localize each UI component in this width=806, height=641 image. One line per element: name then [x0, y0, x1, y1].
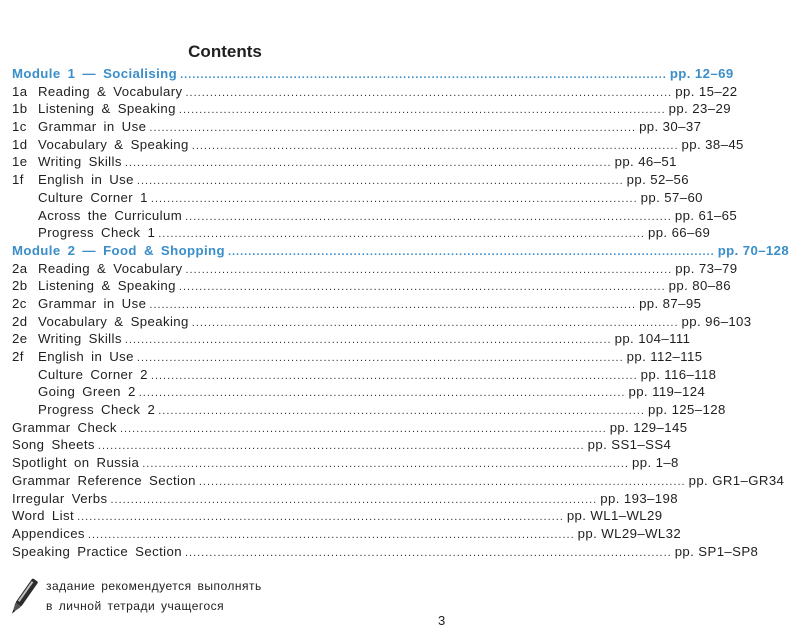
- toc-entry: [12, 136, 744, 155]
- entry-pages: pp. 116–118: [640, 366, 717, 382]
- dot-leader: ........................................................................................................................: [124, 334, 612, 347]
- entry-number: 1c: [12, 119, 27, 135]
- entry-label: Word List: [12, 508, 75, 524]
- pen-icon: [10, 574, 36, 625]
- entry-number: 2e: [12, 331, 28, 347]
- entry-label: Culture Corner 2: [38, 366, 148, 382]
- toc-entry: [12, 189, 703, 208]
- entry-label: English in Use: [38, 349, 134, 364]
- toc-entry: [12, 101, 731, 119]
- entry-pages: pp. WL1–WL29: [566, 508, 663, 524]
- toc-entry: [12, 207, 738, 226]
- dot-leader: ........................................................................................................................: [124, 157, 612, 170]
- dot-leader: ........................................................................................................................: [77, 511, 564, 524]
- entry-number: 2f: [12, 349, 24, 364]
- dot-leader: ........................................................................................................................: [158, 228, 645, 241]
- toc-entry: [12, 278, 731, 296]
- entry-number: 1d: [12, 136, 28, 152]
- toc-entry: [12, 490, 678, 509]
- entry-label: Spotlight on Russia: [12, 455, 140, 471]
- entry-pages: pp. 80–86: [668, 278, 731, 294]
- module-heading: [12, 66, 734, 84]
- entry-label: Going Green 2: [38, 384, 136, 400]
- entry-label: Culture Corner 1: [38, 189, 148, 205]
- footnote-line-1: задание рекомендуется выполнять: [46, 579, 262, 593]
- entry-label: Grammar Check: [12, 419, 117, 435]
- dot-leader: ........................................................................................................................: [138, 387, 626, 400]
- entry-label: Reading & Vocabulary: [38, 83, 183, 99]
- entry-pages: pp. 66–69: [647, 225, 711, 241]
- entry-pages: pp. 46–51: [614, 154, 677, 170]
- toc-entry: [12, 508, 663, 526]
- dot-leader: ........................................................................................................................: [149, 298, 637, 311]
- toc-entry: [12, 119, 702, 137]
- entry-number: 1a: [12, 83, 28, 99]
- toc-entry: [12, 225, 711, 243]
- entry-pages: pp. 1–8: [631, 455, 679, 471]
- dot-leader: ........................................................................................................................: [178, 281, 666, 294]
- entry-pages: pp. 104–111: [614, 331, 691, 347]
- footnote-line-2: в личной тетради учащегося: [46, 599, 225, 613]
- toc-entry: [12, 402, 726, 420]
- dot-leader: ........................................................................................................................: [136, 352, 624, 364]
- entry-pages: pp. 30–37: [639, 119, 702, 135]
- entry-pages: pp. 87–95: [639, 295, 702, 311]
- dot-leader: ........................................................................................................................: [149, 122, 637, 135]
- dot-leader: ........................................................................................................................: [119, 422, 607, 435]
- entry-pages: pp. 57–60: [640, 189, 703, 205]
- toc-entry: [12, 366, 717, 385]
- entry-label: Progress Check 2: [38, 402, 156, 418]
- dot-leader: ........................................................................................................................: [150, 369, 638, 382]
- table-of-contents: [12, 66, 790, 561]
- dot-leader: ........................................................................................................................: [184, 546, 672, 559]
- toc-entry: [12, 154, 677, 172]
- entry-label: Speaking Practice Section: [12, 543, 182, 559]
- entry-pages: pp. SS1–SS4: [587, 437, 672, 453]
- entry-pages: pp. 73–79: [675, 260, 738, 276]
- entry-pages: pp. 112–115: [626, 349, 703, 364]
- dot-leader: ........................................................................................................................: [110, 493, 598, 506]
- entry-pages: pp. WL29–WL32: [577, 525, 682, 541]
- dot-leader: ........................................................................................................................: [150, 192, 638, 205]
- dot-leader: ........................................................................................................................: [136, 175, 624, 188]
- toc-entry: [12, 313, 752, 332]
- entry-label: Across the Curriculum: [38, 207, 183, 223]
- dot-leader: ........................................................................................................................: [185, 210, 672, 223]
- entry-label: Irregular Verbs: [12, 490, 108, 506]
- entry-pages: pp. 12–69: [669, 66, 734, 81]
- entry-label: Vocabulary & Speaking: [38, 313, 189, 329]
- entry-label: Grammar in Use: [38, 119, 147, 135]
- module-heading: [12, 242, 790, 261]
- dot-leader: ........................................................................................................................: [185, 263, 673, 276]
- entry-pages: pp. 96–103: [681, 313, 752, 329]
- entry-label: Writing Skills: [38, 331, 122, 347]
- entry-pages: pp. 23–29: [668, 101, 731, 117]
- dot-leader: ........................................................................................................................: [180, 69, 667, 81]
- entry-label: Listening & Speaking: [38, 101, 176, 117]
- entry-label: Writing Skills: [38, 154, 122, 170]
- entry-label: English in Use: [38, 172, 134, 188]
- toc-entry: [12, 419, 688, 438]
- dot-leader: ........................................................................................................................: [185, 86, 673, 99]
- entry-label: Grammar Reference Section: [12, 472, 196, 488]
- entry-pages: pp. 61–65: [674, 207, 738, 223]
- entry-number: 2d: [12, 313, 28, 329]
- entry-label: Module 1 — Socialising: [12, 66, 178, 81]
- entry-label: Reading & Vocabulary: [38, 260, 183, 276]
- entry-number: 2a: [12, 260, 28, 276]
- dot-leader: ........................................................................................................................: [198, 475, 686, 488]
- toc-entry: [12, 295, 702, 314]
- dot-leader: ........................................................................................................................: [178, 104, 666, 117]
- toc-entry: [12, 437, 672, 455]
- dot-leader: ........................................................................................................................: [87, 528, 575, 541]
- toc-entry: [12, 172, 689, 190]
- toc-entry: [12, 455, 679, 473]
- entry-pages: pp. 70–128: [717, 242, 790, 258]
- entry-label: Vocabulary & Speaking: [38, 136, 189, 152]
- dot-leader: ........................................................................................................................: [191, 139, 679, 152]
- entry-label: Appendices: [12, 525, 85, 541]
- entry-number: 1b: [12, 101, 28, 117]
- entry-label: Song Sheets: [12, 437, 95, 453]
- entry-pages: pp. 125–128: [647, 402, 726, 418]
- entry-number: 2c: [12, 295, 27, 311]
- page-title: Contents: [188, 42, 262, 61]
- entry-pages: pp. 15–22: [675, 83, 738, 99]
- dot-leader: ........................................................................................................................: [227, 245, 715, 258]
- toc-entry: [12, 384, 706, 402]
- entry-pages: pp. 129–145: [609, 419, 688, 435]
- entry-pages: pp. 38–45: [681, 136, 744, 152]
- toc-entry: [12, 331, 691, 349]
- entry-pages: pp. GR1–GR34: [688, 472, 785, 488]
- dot-leader: ........................................................................................................................: [158, 405, 645, 418]
- entry-number: 2b: [12, 278, 28, 294]
- toc-entry: [12, 543, 759, 562]
- entry-label: Grammar in Use: [38, 295, 147, 311]
- entry-pages: pp. 119–124: [628, 384, 706, 400]
- entry-number: 1f: [12, 172, 24, 188]
- dot-leader: ........................................................................................................................: [191, 316, 679, 329]
- entry-pages: pp. 193–198: [600, 490, 678, 506]
- entry-label: Listening & Speaking: [38, 278, 176, 294]
- toc-entry: [12, 472, 785, 491]
- entry-pages: pp. 52–56: [626, 172, 689, 188]
- toc-entry: [12, 349, 703, 367]
- dot-leader: ........................................................................................................................: [142, 458, 629, 471]
- page-number: 3: [438, 613, 446, 628]
- toc-entry: [12, 525, 682, 544]
- entry-pages: pp. SP1–SP8: [674, 543, 759, 559]
- toc-entry: [12, 83, 738, 102]
- entry-label: Module 2 — Food & Shopping: [12, 242, 225, 258]
- dot-leader: ........................................................................................................................: [97, 440, 585, 453]
- toc-entry: [12, 260, 738, 279]
- entry-label: Progress Check 1: [38, 225, 156, 241]
- entry-number: 1e: [12, 154, 28, 170]
